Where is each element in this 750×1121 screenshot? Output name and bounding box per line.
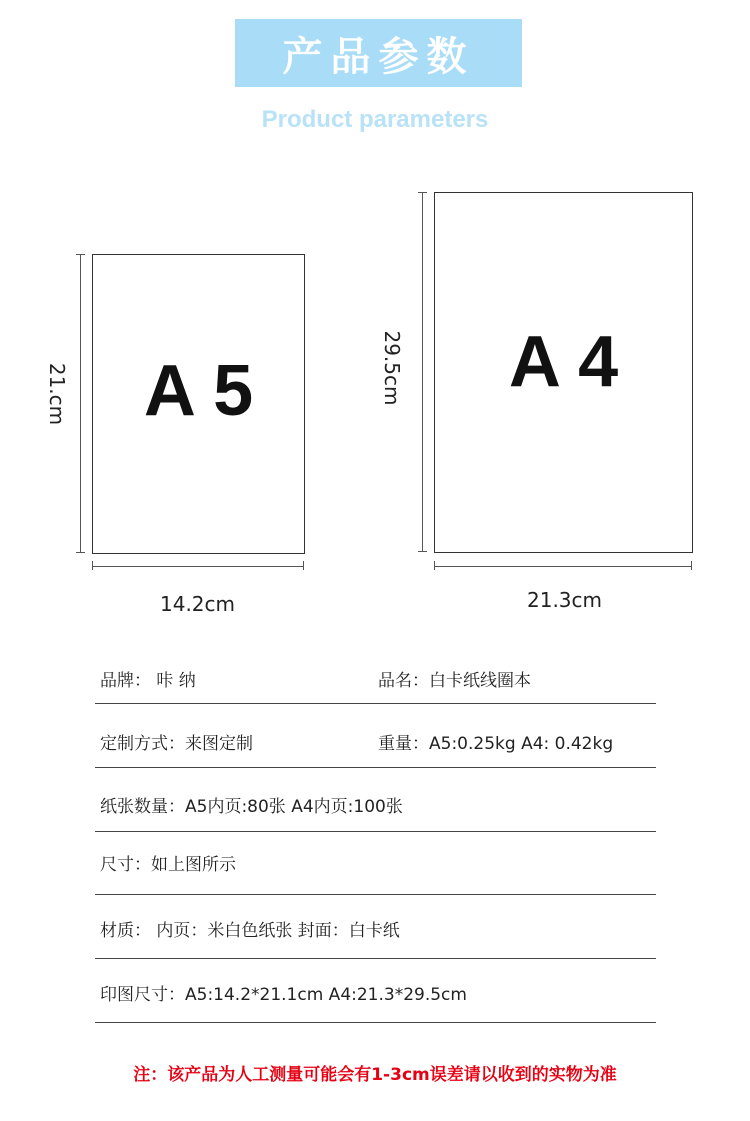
a4-height-text: 29.5cm xyxy=(380,330,404,406)
a5-height-tick-bottom xyxy=(76,552,85,553)
a5-height-text: 21.cm xyxy=(45,362,69,426)
spec-product-name: 品名：白卡纸线圈本 xyxy=(378,671,531,691)
a4-height-tick-top xyxy=(418,192,427,193)
a4-label: A 4 xyxy=(508,322,619,402)
a5-width-line xyxy=(92,566,304,567)
a5-width-tick-left xyxy=(92,561,93,570)
spec-brand: 品牌： 咔 纳 xyxy=(100,671,196,691)
spec-print-size: 印图尺寸：A5:14.2*21.1cm A4:21.3*29.5cm xyxy=(100,985,467,1005)
a5-page xyxy=(92,254,305,554)
spec-divider xyxy=(95,894,656,895)
spec-customization: 定制方式：来图定制 xyxy=(100,734,253,754)
measurement-note: 注：该产品为人工测量可能会有1-3cm误差请以收到的实物为准 xyxy=(133,1065,617,1085)
spec-divider xyxy=(95,767,656,768)
a4-height-line xyxy=(422,192,423,552)
a4-width-tick-right xyxy=(691,561,692,570)
a4-height-tick-bottom xyxy=(418,551,427,552)
a4-page xyxy=(434,192,693,553)
a5-height-line xyxy=(80,254,81,553)
a5-width-tick-right xyxy=(303,561,304,570)
page-title: 产品参数 xyxy=(282,33,475,80)
spec-divider xyxy=(95,958,656,959)
title-banner xyxy=(235,19,522,87)
spec-divider xyxy=(95,1022,656,1023)
page-subtitle: Product parameters xyxy=(261,106,489,133)
spec-divider xyxy=(95,703,656,704)
a4-width-text: 21.3cm xyxy=(527,588,603,612)
a4-width-line xyxy=(434,566,692,567)
spec-dimensions: 尺寸：如上图所示 xyxy=(100,855,236,875)
spec-material: 材质： 内页：米白色纸张 封面：白卡纸 xyxy=(100,921,400,941)
a5-height-tick-top xyxy=(76,254,85,255)
a4-width-tick-left xyxy=(434,561,435,570)
spec-sheet-count: 纸张数量：A5内页:80张 A4内页:100张 xyxy=(100,797,403,817)
spec-weight: 重量：A5:0.25kg A4: 0.42kg xyxy=(378,734,614,754)
a5-label: A 5 xyxy=(143,351,254,431)
spec-divider xyxy=(95,831,656,832)
a5-width-text: 14.2cm xyxy=(160,592,236,616)
